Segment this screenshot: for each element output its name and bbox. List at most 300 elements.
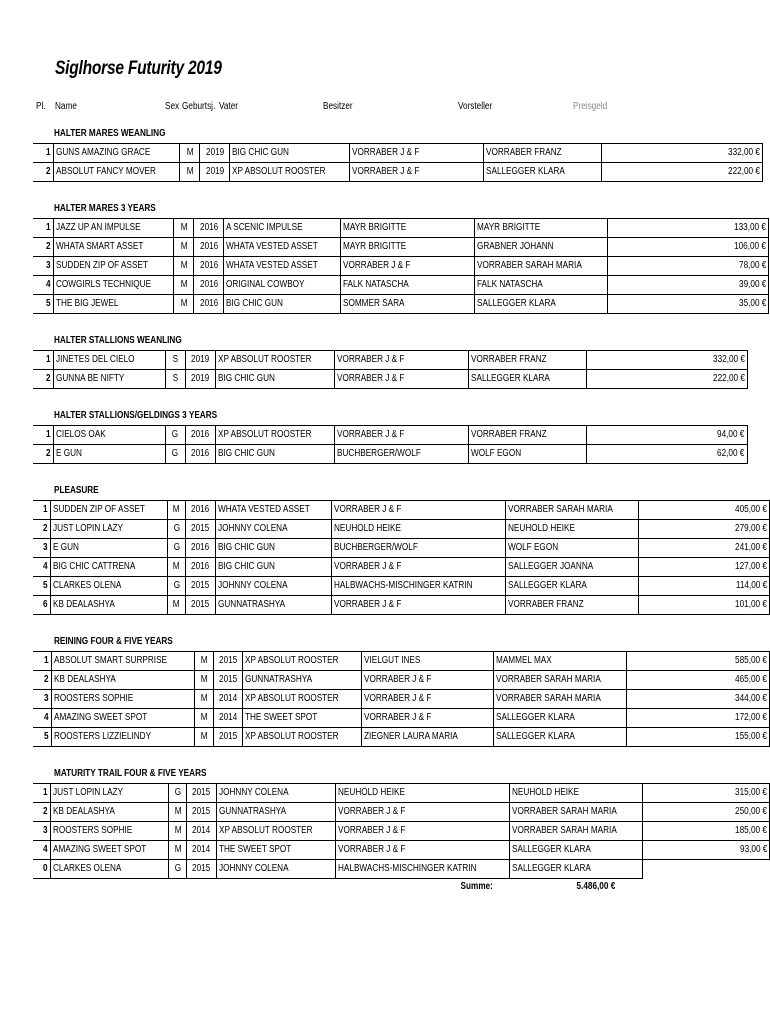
cell-year-text: 2016 bbox=[191, 504, 210, 515]
cell-sex-text: M bbox=[186, 166, 194, 177]
cell-sex-text: M bbox=[174, 844, 182, 855]
cell-vater-text: XP ABSOLUT ROOSTER bbox=[232, 166, 326, 177]
cell-name-text: AMAZING SWEET SPOT bbox=[52, 844, 146, 855]
cell-vorsteller bbox=[494, 652, 627, 671]
cell-pl-text: 2 bbox=[45, 373, 51, 384]
cell-pl-text: 5 bbox=[45, 298, 51, 309]
cell-vorsteller bbox=[506, 520, 639, 539]
cell-year bbox=[200, 163, 230, 182]
cell-sex bbox=[169, 822, 187, 841]
cell-besitzer bbox=[362, 728, 494, 747]
cell-pl bbox=[33, 596, 50, 615]
cell-pl-text: 2 bbox=[45, 166, 51, 177]
table-row bbox=[33, 426, 747, 445]
cell-vater-text: BIG CHIC GUN bbox=[232, 147, 290, 158]
cell-pl-text: 3 bbox=[45, 260, 51, 271]
cell-vater bbox=[215, 501, 332, 520]
cell-name bbox=[53, 163, 180, 182]
cell-name bbox=[53, 351, 165, 370]
cell-prize-text: 35,00 € bbox=[738, 298, 767, 309]
cell-pl bbox=[33, 841, 50, 860]
cell-vorsteller-text: GRABNER JOHANN bbox=[477, 241, 554, 252]
cell-year-text: 2014 bbox=[218, 693, 238, 704]
cell-sex bbox=[174, 276, 194, 295]
cell-year bbox=[194, 257, 224, 276]
cell-vater-text: JOHNNY COLENA bbox=[217, 523, 288, 534]
cell-name-text: BIG CHIC CATTRENA bbox=[52, 561, 136, 572]
cell-vater-text: WHATA VESTED ASSET bbox=[226, 260, 319, 271]
cell-besitzer-text: VORRABER J & F bbox=[334, 561, 402, 572]
table-row bbox=[33, 690, 770, 709]
cell-sex bbox=[169, 860, 187, 879]
cell-vater bbox=[243, 709, 362, 728]
cell-vorsteller bbox=[506, 501, 639, 520]
cell-besitzer bbox=[335, 803, 509, 822]
cell-year-text: 2016 bbox=[199, 241, 219, 252]
section-gap bbox=[0, 747, 770, 765]
cell-pl-text: 2 bbox=[43, 806, 48, 817]
cell-sex-text: M bbox=[200, 693, 208, 704]
cell-name-text: THE BIG JEWEL bbox=[55, 298, 118, 309]
cell-sex bbox=[174, 238, 194, 257]
cell-year-text: 2019 bbox=[205, 166, 225, 177]
cell-vorsteller bbox=[494, 671, 627, 690]
cell-year bbox=[186, 520, 215, 539]
cell-pl-text: 1 bbox=[44, 655, 49, 666]
cell-sex-text: M bbox=[200, 674, 208, 685]
cell-vorsteller bbox=[483, 163, 601, 182]
header-name: Name bbox=[55, 101, 77, 112]
table-row bbox=[33, 728, 770, 747]
cell-prize bbox=[586, 351, 747, 370]
cell-pl bbox=[33, 860, 50, 879]
cell-sex-text: M bbox=[180, 222, 188, 233]
cell-vorsteller bbox=[475, 295, 608, 314]
cell-vorsteller bbox=[506, 539, 639, 558]
table-row bbox=[33, 803, 770, 822]
cell-prize bbox=[608, 238, 769, 257]
cell-pl bbox=[33, 426, 53, 445]
cell-year-text: 2014 bbox=[192, 844, 211, 855]
cell-year bbox=[185, 370, 215, 389]
cell-pl bbox=[33, 822, 50, 841]
cell-vorsteller bbox=[494, 709, 627, 728]
cell-besitzer-text: VORRABER J & F bbox=[336, 354, 405, 365]
cell-besitzer bbox=[332, 596, 506, 615]
cell-prize bbox=[639, 558, 770, 577]
cell-vorsteller-text: SALLEGGER KLARA bbox=[496, 731, 576, 742]
cell-name-text: E GUN bbox=[52, 542, 79, 553]
cell-vater-text: BIG CHIC GUN bbox=[217, 448, 275, 459]
cell-pl-text: 1 bbox=[43, 787, 48, 798]
cell-pl bbox=[33, 351, 53, 370]
cell-vorsteller-text: SALLEGGER KLARA bbox=[485, 166, 565, 177]
results-table bbox=[33, 500, 770, 615]
table-row bbox=[33, 257, 769, 276]
section-title bbox=[0, 200, 770, 218]
result-section bbox=[0, 200, 770, 314]
cell-prize-text: 93,00 € bbox=[739, 844, 767, 855]
cell-besitzer-text: VORRABER J & F bbox=[337, 806, 406, 817]
cell-name bbox=[53, 370, 165, 389]
cell-vater bbox=[243, 652, 362, 671]
cell-sex-text: G bbox=[173, 542, 180, 553]
cell-vorsteller-text: VORRABER SARAH MARIA bbox=[477, 260, 583, 271]
cell-prize bbox=[639, 501, 770, 520]
cell-vorsteller bbox=[475, 238, 608, 257]
cell-prize bbox=[639, 539, 770, 558]
cell-prize-text: 315,00 € bbox=[735, 787, 767, 798]
cell-besitzer-text: VORRABER J & F bbox=[336, 429, 405, 440]
cell-prize-text: 39,00 € bbox=[738, 279, 767, 290]
header-besitzer: Besitzer bbox=[323, 101, 353, 112]
cell-name-text: KB DEALASHYA bbox=[52, 806, 115, 817]
cell-year bbox=[213, 652, 243, 671]
table-row bbox=[33, 370, 747, 389]
table-row bbox=[33, 539, 770, 558]
cell-besitzer bbox=[362, 671, 494, 690]
cell-vater bbox=[243, 728, 362, 747]
cell-besitzer bbox=[334, 351, 468, 370]
cell-sex-text: G bbox=[171, 448, 179, 459]
table-row bbox=[33, 860, 770, 879]
cell-name bbox=[51, 690, 194, 709]
cell-year-text: 2015 bbox=[191, 599, 210, 610]
cell-name bbox=[51, 728, 194, 747]
cell-year bbox=[186, 596, 215, 615]
cell-vorsteller bbox=[475, 276, 608, 295]
cell-pl bbox=[33, 784, 50, 803]
cell-name-text: JUST LOPIN LAZY bbox=[52, 787, 123, 798]
cell-name bbox=[50, 841, 169, 860]
cell-sex bbox=[194, 709, 213, 728]
cell-vorsteller bbox=[509, 822, 642, 841]
cell-year-text: 2014 bbox=[218, 712, 238, 723]
section-title bbox=[0, 125, 770, 143]
cell-sex-text: G bbox=[173, 523, 180, 534]
cell-sex bbox=[168, 520, 186, 539]
section-title bbox=[0, 765, 770, 783]
cell-name-text: JINETES DEL CIELO bbox=[55, 354, 135, 365]
cell-year-text: 2016 bbox=[191, 542, 210, 553]
cell-besitzer-text: FALK NATASCHA bbox=[343, 279, 410, 290]
cell-prize-text: 585,00 € bbox=[735, 655, 767, 666]
cell-vater-text: JOHNNY COLENA bbox=[218, 787, 289, 798]
cell-besitzer-text: VORRABER J & F bbox=[337, 825, 406, 836]
cell-year bbox=[213, 671, 243, 690]
cell-sex bbox=[169, 841, 187, 860]
cell-sex-text: M bbox=[200, 712, 208, 723]
header-pl: Pl. bbox=[36, 101, 46, 112]
cell-year bbox=[185, 351, 215, 370]
cell-pl bbox=[33, 257, 53, 276]
cell-prize bbox=[627, 671, 770, 690]
cell-besitzer-text: VORRABER J & F bbox=[334, 504, 402, 515]
cell-vorsteller-text: WOLF EGON bbox=[470, 448, 521, 459]
cell-year bbox=[185, 426, 215, 445]
cell-besitzer bbox=[362, 652, 494, 671]
cell-year bbox=[186, 558, 215, 577]
cell-vater-text: A SCENIC IMPULSE bbox=[226, 222, 303, 233]
cell-besitzer bbox=[335, 822, 509, 841]
cell-vater bbox=[224, 276, 341, 295]
cell-name bbox=[50, 822, 169, 841]
cell-prize bbox=[642, 841, 770, 860]
cell-name bbox=[50, 803, 169, 822]
cell-vater-text: XP ABSOLUT ROOSTER bbox=[245, 731, 339, 742]
cell-vater-text: BIG CHIC GUN bbox=[217, 542, 275, 553]
cell-vater bbox=[216, 822, 335, 841]
cell-prize bbox=[608, 295, 769, 314]
cell-year-text: 2016 bbox=[190, 448, 210, 459]
cell-besitzer bbox=[341, 238, 475, 257]
cell-besitzer-text: BUCHBERGER/WOLF bbox=[334, 542, 419, 553]
cell-besitzer bbox=[349, 144, 483, 163]
section-gap bbox=[0, 314, 770, 332]
cell-vorsteller bbox=[468, 445, 586, 464]
cell-name bbox=[53, 144, 180, 163]
cell-sex bbox=[194, 690, 213, 709]
cell-vater-text: XP ABSOLUT ROOSTER bbox=[217, 354, 312, 365]
cell-besitzer bbox=[332, 577, 506, 596]
results-table bbox=[33, 783, 770, 879]
cell-pl bbox=[33, 709, 51, 728]
table-row bbox=[33, 841, 770, 860]
cell-besitzer-text: NEUHOLD HEIKE bbox=[334, 523, 402, 534]
cell-besitzer-text: VORRABER J & F bbox=[351, 166, 419, 177]
cell-pl-text: 3 bbox=[43, 542, 48, 553]
cell-pl-text: 1 bbox=[45, 147, 51, 158]
table-row bbox=[33, 276, 769, 295]
cell-pl bbox=[33, 144, 53, 163]
summe-label: Summe: bbox=[460, 881, 493, 892]
cell-pl-text: 4 bbox=[44, 712, 49, 723]
cell-sex-text: M bbox=[173, 599, 181, 610]
cell-besitzer bbox=[341, 257, 475, 276]
cell-vorsteller-text: VORRABER SARAH MARIA bbox=[511, 825, 617, 836]
cell-name-text: JUST LOPIN LAZY bbox=[52, 523, 123, 534]
cell-year-text: 2016 bbox=[199, 260, 219, 271]
cell-vater-text: XP ABSOLUT ROOSTER bbox=[218, 825, 313, 836]
cell-year-text: 2015 bbox=[191, 523, 210, 534]
cell-besitzer-text: VIELGUT INES bbox=[364, 655, 421, 666]
results-table bbox=[33, 143, 763, 182]
cell-name-text: KB DEALASHYA bbox=[52, 599, 115, 610]
cell-sex-text: M bbox=[180, 298, 188, 309]
cell-besitzer-text: SOMMER SARA bbox=[343, 298, 405, 309]
cell-vorsteller-text: NEUHOLD HEIKE bbox=[508, 523, 576, 534]
cell-vorsteller-text: SALLEGGER KLARA bbox=[477, 298, 557, 309]
cell-vorsteller bbox=[509, 784, 642, 803]
cell-year bbox=[187, 803, 216, 822]
cell-year bbox=[194, 295, 224, 314]
cell-sex-text: M bbox=[180, 279, 188, 290]
summe-value: 5.486,00 € bbox=[576, 881, 615, 892]
cell-year bbox=[186, 577, 215, 596]
cell-year bbox=[194, 238, 224, 257]
cell-vorsteller-text: VORRABER FRANZ bbox=[508, 599, 584, 610]
cell-pl bbox=[33, 276, 53, 295]
cell-vater bbox=[215, 445, 334, 464]
cell-vater-text: XP ABSOLUT ROOSTER bbox=[245, 655, 339, 666]
cell-vater-text: BIG CHIC GUN bbox=[226, 298, 284, 309]
cell-vater bbox=[224, 238, 341, 257]
cell-vorsteller-text: SALLEGGER KLARA bbox=[511, 863, 591, 874]
cell-year bbox=[186, 501, 215, 520]
cell-name-text: COWGIRLS TECHNIQUE bbox=[55, 279, 151, 290]
cell-prize bbox=[627, 728, 770, 747]
cell-prize-text: 101,00 € bbox=[735, 599, 767, 610]
cell-prize bbox=[627, 652, 770, 671]
cell-besitzer bbox=[332, 539, 506, 558]
cell-sex bbox=[165, 445, 185, 464]
cell-prize bbox=[608, 257, 769, 276]
cell-vater bbox=[215, 577, 332, 596]
cell-sex-text: G bbox=[174, 863, 182, 874]
cell-prize-text: 155,00 € bbox=[735, 731, 767, 742]
cell-vater bbox=[216, 784, 335, 803]
cell-vater-text: GUNNATRASHYA bbox=[218, 806, 286, 817]
table-row bbox=[33, 709, 770, 728]
result-section bbox=[0, 765, 770, 879]
cell-vorsteller bbox=[509, 803, 642, 822]
result-section bbox=[0, 125, 770, 182]
cell-vater-text: BIG CHIC GUN bbox=[217, 373, 275, 384]
cell-year bbox=[187, 860, 216, 879]
summe-row bbox=[0, 881, 770, 897]
cell-vorsteller-text: FALK NATASCHA bbox=[477, 279, 544, 290]
cell-year-text: 2016 bbox=[199, 298, 219, 309]
cell-name-text: ABSOLUT FANCY MOVER bbox=[55, 166, 156, 177]
cell-year bbox=[187, 784, 216, 803]
cell-besitzer-text: BUCHBERGER/WOLF bbox=[336, 448, 421, 459]
cell-vorsteller-text: VORRABER SARAH MARIA bbox=[496, 674, 601, 685]
cell-besitzer-text: VORRABER J & F bbox=[364, 712, 432, 723]
cell-besitzer-text: ZIEGNER LAURA MARIA bbox=[364, 731, 459, 742]
section-title-text: HALTER MARES WEANLING bbox=[54, 128, 166, 139]
cell-sex bbox=[169, 784, 187, 803]
section-gap bbox=[0, 182, 770, 200]
cell-vorsteller bbox=[468, 351, 586, 370]
cell-pl bbox=[33, 520, 50, 539]
cell-name-text: KB DEALASHYA bbox=[53, 674, 116, 685]
cell-vorsteller bbox=[509, 860, 642, 879]
cell-vorsteller-text: VORRABER FRANZ bbox=[485, 147, 562, 158]
results-table bbox=[33, 350, 748, 389]
cell-prize-text: 114,00 € bbox=[735, 580, 767, 591]
cell-year-text: 2019 bbox=[190, 354, 210, 365]
cell-prize bbox=[642, 784, 770, 803]
cell-pl-text: 1 bbox=[45, 429, 51, 440]
cell-name bbox=[50, 596, 167, 615]
cell-vater bbox=[215, 370, 334, 389]
cell-vorsteller-text: MAMMEL MAX bbox=[496, 655, 552, 666]
cell-prize-text: 222,00 € bbox=[727, 166, 760, 177]
cell-prize bbox=[608, 219, 769, 238]
cell-vorsteller-text: SALLEGGER KLARA bbox=[496, 712, 576, 723]
cell-pl-text: 6 bbox=[43, 599, 48, 610]
cell-pl-text: 3 bbox=[43, 825, 48, 836]
cell-vater bbox=[215, 426, 334, 445]
cell-prize-text: 279,00 € bbox=[735, 523, 767, 534]
table-row bbox=[33, 219, 769, 238]
cell-year bbox=[185, 445, 215, 464]
cell-year-text: 2015 bbox=[218, 731, 238, 742]
cell-sex bbox=[174, 219, 194, 238]
cell-prize-text: 127,00 € bbox=[735, 561, 767, 572]
cell-name-text: WHATA SMART ASSET bbox=[55, 241, 143, 252]
cell-pl-text: 1 bbox=[45, 222, 51, 233]
header-vorsteller: Vorsteller bbox=[458, 101, 493, 112]
cell-year-text: 2015 bbox=[218, 655, 238, 666]
cell-name-text: ABSOLUT SMART SURPRISE bbox=[53, 655, 167, 666]
cell-pl-text: 0 bbox=[43, 863, 48, 874]
cell-besitzer bbox=[341, 295, 475, 314]
cell-sex bbox=[168, 558, 186, 577]
cell-prize bbox=[642, 822, 770, 841]
cell-pl-text: 5 bbox=[43, 580, 48, 591]
cell-vorsteller-text: WOLF EGON bbox=[508, 542, 559, 553]
cell-prize bbox=[639, 596, 770, 615]
cell-name bbox=[50, 501, 167, 520]
cell-sex-text: S bbox=[172, 354, 178, 365]
header-preisgeld: Preisgeld bbox=[573, 101, 608, 112]
cell-vater-text: BIG CHIC GUN bbox=[217, 561, 275, 572]
cell-pl bbox=[33, 238, 53, 257]
cell-sex bbox=[168, 596, 186, 615]
cell-pl bbox=[33, 370, 53, 389]
cell-year-text: 2016 bbox=[199, 222, 219, 233]
cell-vorsteller-text: MAYR BRIGITTE bbox=[477, 222, 541, 233]
cell-pl bbox=[33, 445, 53, 464]
cell-vater-text: XP ABSOLUT ROOSTER bbox=[217, 429, 312, 440]
cell-besitzer bbox=[362, 709, 494, 728]
cell-besitzer-text: VORRABER J & F bbox=[337, 844, 406, 855]
page-title: Siglhorse Futurity 2019 bbox=[55, 58, 222, 79]
cell-name bbox=[50, 860, 169, 879]
section-title bbox=[0, 407, 770, 425]
cell-vater bbox=[215, 558, 332, 577]
cell-year-text: 2015 bbox=[191, 580, 210, 591]
cell-year bbox=[200, 144, 230, 163]
cell-name bbox=[50, 558, 167, 577]
cell-vorsteller-text: SALLEGGER JOANNA bbox=[508, 561, 594, 572]
cell-pl bbox=[33, 295, 53, 314]
cell-name bbox=[51, 709, 194, 728]
table-row bbox=[33, 445, 747, 464]
cell-prize-text: 250,00 € bbox=[735, 806, 767, 817]
section-title-text: PLEASURE bbox=[54, 485, 99, 496]
cell-pl-text: 1 bbox=[45, 354, 51, 365]
result-section bbox=[0, 633, 770, 747]
section-gap bbox=[0, 464, 770, 482]
results-table bbox=[33, 425, 748, 464]
cell-vorsteller bbox=[509, 841, 642, 860]
cell-vater-text: GUNNATRASHYA bbox=[245, 674, 313, 685]
cell-vorsteller bbox=[494, 690, 627, 709]
table-row bbox=[33, 822, 770, 841]
cell-besitzer bbox=[341, 219, 475, 238]
cell-prize-text: 344,00 € bbox=[735, 693, 767, 704]
cell-name bbox=[50, 577, 167, 596]
cell-prize-text: 172,00 € bbox=[735, 712, 767, 723]
cell-pl-text: 4 bbox=[45, 279, 51, 290]
cell-vorsteller-text: SALLEGGER KLARA bbox=[508, 580, 588, 591]
cell-vater-text: GUNNATRASHYA bbox=[217, 599, 285, 610]
cell-name-text: ROOSTERS SOPHIE bbox=[53, 693, 134, 704]
cell-name-text: JAZZ UP AN IMPULSE bbox=[55, 222, 141, 233]
cell-pl-text: 2 bbox=[45, 448, 51, 459]
